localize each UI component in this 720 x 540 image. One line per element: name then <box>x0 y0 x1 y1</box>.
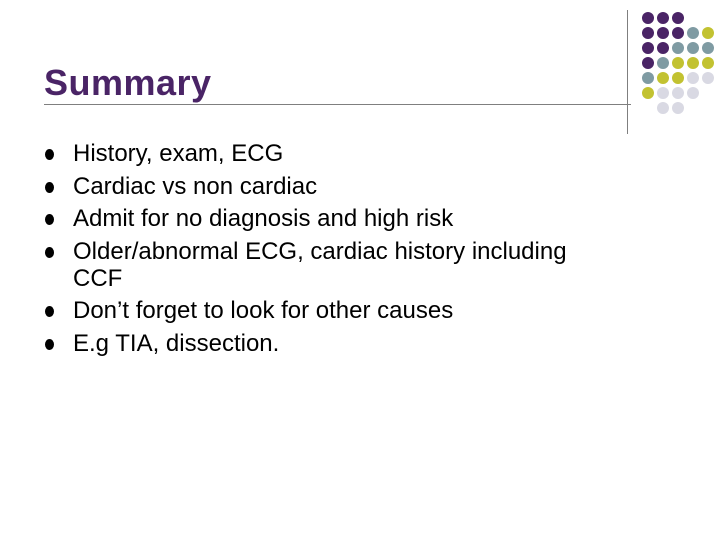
bullet-item <box>44 297 604 324</box>
dot-icon <box>672 57 684 69</box>
slide-title: Summary <box>44 62 212 103</box>
bullet-text: E.g TIA, dissection. <box>73 329 280 357</box>
dot-icon <box>687 57 699 69</box>
decorative-vertical-line <box>627 10 628 134</box>
dot-icon <box>642 87 654 99</box>
bullet-icon <box>45 247 54 258</box>
title-divider <box>44 104 631 105</box>
bullet-text: Don’t forget to look for other causes <box>73 297 454 324</box>
dot-icon <box>687 72 699 84</box>
dot-icon <box>687 27 699 39</box>
bullet-item <box>44 330 604 357</box>
dot-icon <box>672 102 684 114</box>
dot-icon <box>687 87 699 99</box>
dot-icon <box>642 27 654 39</box>
bullet-icon <box>45 182 54 193</box>
dot-icon <box>672 12 684 24</box>
dot-icon <box>642 57 654 69</box>
bullet-text: Older/abnormal ECG, cardiac history including CCF <box>73 237 567 292</box>
dot-icon <box>657 87 669 99</box>
dot-icon <box>687 42 699 54</box>
dot-icon <box>672 87 684 99</box>
dot-icon <box>657 57 669 69</box>
dot-icon <box>657 102 669 114</box>
dot-icon <box>642 72 654 84</box>
bullet-icon <box>45 339 54 350</box>
bullet-icon <box>45 149 54 160</box>
dot-icon <box>657 42 669 54</box>
decorative-dot-grid <box>640 10 720 122</box>
dot-icon <box>657 72 669 84</box>
dot-icon <box>702 72 714 84</box>
bullet-text: Cardiac vs non cardiac <box>73 172 318 200</box>
dot-icon <box>702 42 714 54</box>
dot-icon <box>702 57 714 69</box>
dot-icon <box>672 72 684 84</box>
dot-icon <box>657 27 669 39</box>
dot-icon <box>642 42 654 54</box>
bullet-icon <box>45 306 54 317</box>
bullet-item <box>44 173 604 200</box>
dot-icon <box>672 27 684 39</box>
bullet-item <box>44 238 604 292</box>
dot-icon <box>702 27 714 39</box>
bullet-item <box>44 205 604 232</box>
bullet-item <box>44 140 604 167</box>
bullet-text: History, exam, ECG <box>73 140 284 167</box>
dot-icon <box>657 12 669 24</box>
dot-icon <box>672 42 684 54</box>
dot-icon <box>642 12 654 24</box>
bullet-list <box>44 140 604 362</box>
bullet-icon <box>45 214 54 225</box>
bullet-text: Admit for no diagnosis and high risk <box>73 205 454 232</box>
